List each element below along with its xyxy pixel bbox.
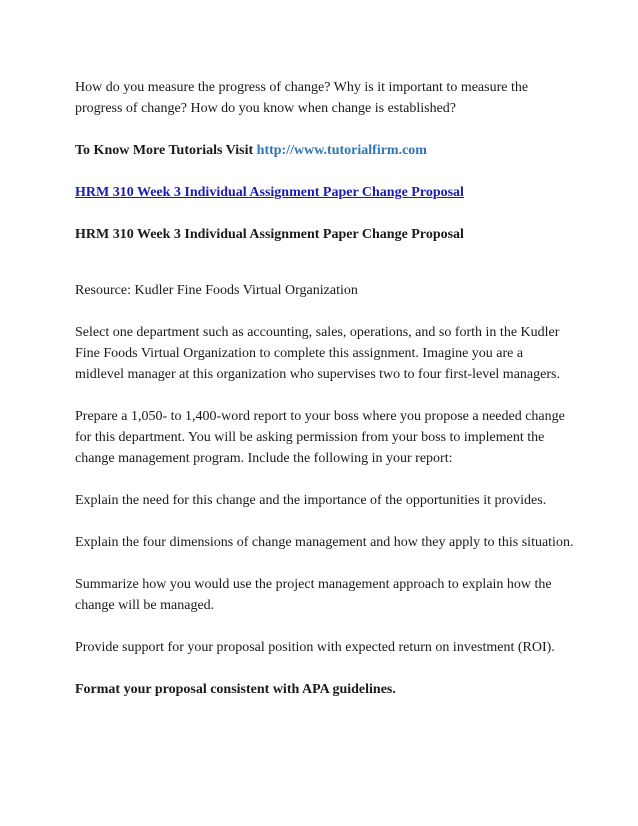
assignment-title-link[interactable]: HRM 310 Week 3 Individual Assignment Paper Change Proposal — [75, 185, 464, 200]
intro-paragraph: How do you measure the progress of change? Why is it important to measure the progress of change? How do you know when change is established? — [75, 80, 529, 116]
summarize-paragraph: Summarize how you would use the project management approach to explain how the change will be managed. — [75, 577, 552, 613]
tutorials-line — [75, 140, 575, 161]
explain-need-paragraph: Explain the need for this change and the importance of the opportunities it provides. — [75, 493, 547, 508]
prepare-report-paragraph: Prepare a 1,050- to 1,400-word report to your boss where you propose a needed change for this department. You will be asking permission from your boss to implement the change management program. Include the following in your report: — [75, 409, 565, 466]
resource-paragraph: Resource: Kudler Fine Foods Virtual Organization — [75, 283, 358, 298]
tutorials-label: To Know More Tutorials Visit — [75, 143, 257, 158]
explain-dimensions-paragraph: Explain the four dimensions of change management and how they apply to this situation. — [75, 535, 574, 550]
document-body — [75, 77, 575, 721]
assignment-heading: HRM 310 Week 3 Individual Assignment Paper Change Proposal — [75, 227, 464, 242]
tutorials-url-link[interactable]: http://www.tutorialfirm.com — [256, 143, 427, 158]
select-department-paragraph: Select one department such as accounting, sales, operations, and so forth in the Kudler Fine Foods Virtual Organization to complete this assignment. Imagine you are a midlevel manager at this organization who supervises two to four first-level managers. — [75, 325, 560, 382]
assignment-link-paragraph — [75, 182, 575, 203]
support-paragraph: Provide support for your proposal position with expected return on investment (ROI). — [75, 640, 555, 655]
format-paragraph: Format your proposal consistent with APA guidelines. — [75, 682, 396, 697]
